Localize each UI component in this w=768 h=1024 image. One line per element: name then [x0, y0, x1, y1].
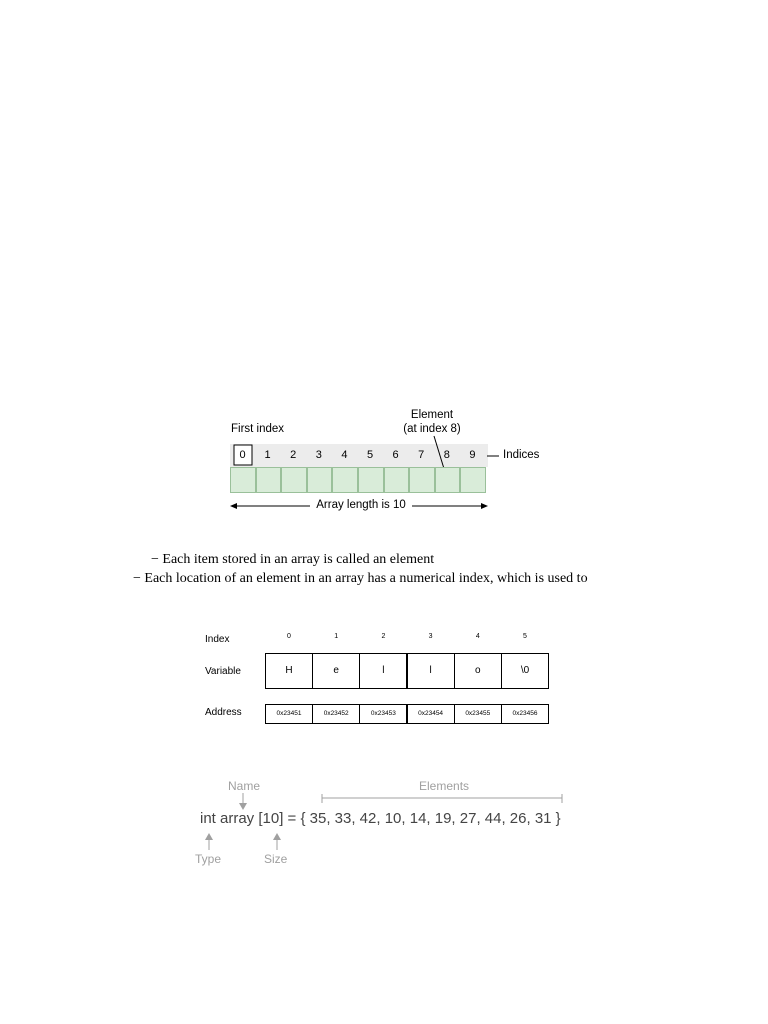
index-label-8: 8 [443, 449, 450, 461]
array-length-label: Array length is 10 [316, 499, 406, 511]
index-label-1: 1 [264, 449, 271, 461]
indices-label: Indices [503, 449, 540, 461]
memory-value-cell: e [312, 653, 360, 689]
memory-index-0: 0 [287, 633, 291, 640]
index-label-5: 5 [366, 449, 374, 461]
elements-label: Elements [419, 779, 470, 793]
index-label-4: 4 [341, 449, 348, 461]
memory-index-2: 2 [381, 633, 386, 640]
memory-address-cell: 0x23455 [454, 704, 502, 724]
bullet-index-definition: − Each location of an element in an array has a numerical index, which is used to [133, 571, 588, 586]
memory-index-4: 4 [475, 633, 480, 640]
array-declaration-code: int array [10] = { 35, 33, 42, 10, 14, 19, 27, 44, 26, 31 } [200, 810, 561, 827]
index-label-9: 9 [469, 449, 476, 461]
memory-address-cell: 0x23453 [359, 704, 407, 724]
memory-value-cell: o [454, 653, 502, 689]
size-label: Size [264, 852, 288, 866]
address-row-label: Address [205, 707, 242, 718]
index-label-6: 6 [392, 449, 399, 461]
memory-address-cell: 0x23456 [501, 704, 549, 724]
memory-address-cell: 0x23454 [407, 704, 455, 724]
element-label-line2: (at index 8) [403, 423, 461, 435]
memory-value-cell: l [407, 653, 455, 689]
element-label-line1: Element [410, 409, 454, 421]
memory-value-cell: \0 [501, 653, 549, 689]
memory-index-1: 1 [334, 633, 339, 640]
memory-index-5: 5 [523, 633, 527, 640]
index-label-7: 7 [418, 449, 425, 461]
type-label: Type [195, 852, 222, 866]
index-row-label: Index [205, 634, 230, 645]
first-index-label: First index [231, 423, 285, 435]
memory-address-cell: 0x23452 [312, 704, 360, 724]
memory-index-3: 3 [428, 633, 433, 640]
name-label: Name [228, 779, 261, 793]
index-label-3: 3 [315, 449, 322, 461]
variable-row-label: Variable [205, 666, 241, 677]
index-label-2: 2 [290, 449, 297, 461]
memory-address-cell: 0x23451 [265, 704, 313, 724]
memory-value-cell: H [265, 653, 313, 689]
bullet-element-definition: − Each item stored in an array is called an element [151, 552, 435, 567]
index-label-0: 0 [239, 449, 246, 461]
memory-value-cell: l [359, 653, 407, 689]
